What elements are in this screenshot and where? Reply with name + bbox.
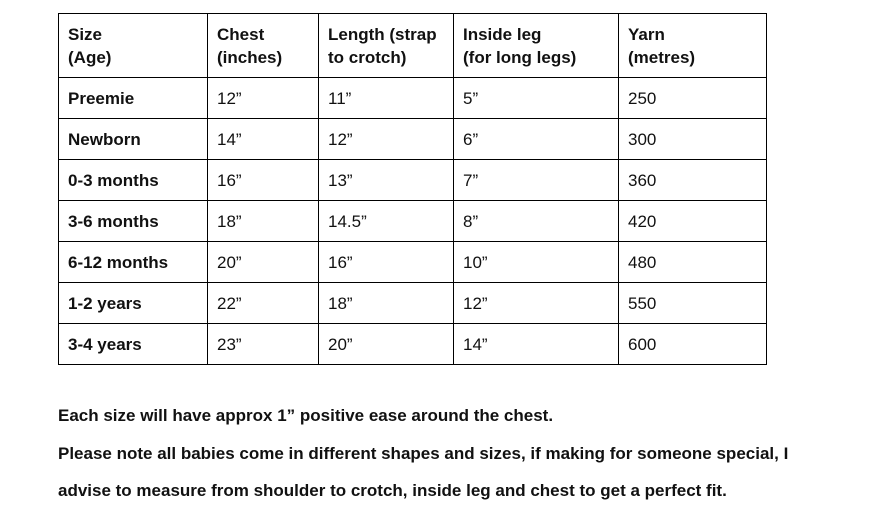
size-chart-body — [59, 14, 767, 365]
cell-length: 14.5” — [319, 201, 454, 242]
cell-length: 12” — [319, 119, 454, 160]
cell-yarn: 250 — [619, 78, 767, 119]
header-chest-line1: Chest — [217, 24, 265, 44]
table-row — [59, 201, 767, 242]
table-row — [59, 242, 767, 283]
cell-size: Preemie — [59, 78, 208, 119]
cell-length: 13” — [319, 160, 454, 201]
cell-chest: 16” — [208, 160, 319, 201]
cell-inside-leg: 8” — [454, 201, 619, 242]
header-length — [319, 14, 454, 78]
cell-size: 0-3 months — [59, 160, 208, 201]
shapes-note-line2: advise to measure from shoulder to crotch, inside leg and chest to get a perfect fit. — [58, 481, 727, 500]
cell-chest: 22” — [208, 283, 319, 324]
header-inside-leg-line1: Inside leg — [463, 24, 542, 44]
header-chest-line2: (inches) — [217, 47, 283, 67]
cell-chest: 18” — [208, 201, 319, 242]
cell-length: 18” — [319, 283, 454, 324]
table-row — [59, 283, 767, 324]
table-header-row — [59, 14, 767, 78]
table-row — [59, 324, 767, 365]
header-yarn — [619, 14, 767, 78]
cell-size: 1-2 years — [59, 283, 208, 324]
header-size-line1: Size — [68, 24, 103, 44]
cell-chest: 23” — [208, 324, 319, 365]
cell-yarn: 550 — [619, 283, 767, 324]
cell-inside-leg: 10” — [454, 242, 619, 283]
table-row — [59, 119, 767, 160]
cell-size: 3-6 months — [59, 201, 208, 242]
cell-chest: 12” — [208, 78, 319, 119]
cell-length: 16” — [319, 242, 454, 283]
header-size-line2: (Age) — [68, 47, 112, 67]
header-length-line1: Length (strap — [328, 24, 437, 44]
cell-yarn: 480 — [619, 242, 767, 283]
cell-chest: 20” — [208, 242, 319, 283]
cell-inside-leg: 7” — [454, 160, 619, 201]
cell-chest: 14” — [208, 119, 319, 160]
size-chart-table — [58, 13, 767, 365]
cell-yarn: 300 — [619, 119, 767, 160]
cell-length: 20” — [319, 324, 454, 365]
cell-inside-leg: 6” — [454, 119, 619, 160]
header-yarn-line1: Yarn — [628, 24, 665, 44]
cell-size: Newborn — [59, 119, 208, 160]
cell-inside-leg: 5” — [454, 78, 619, 119]
cell-yarn: 360 — [619, 160, 767, 201]
table-row — [59, 160, 767, 201]
header-chest — [208, 14, 319, 78]
header-length-line2: to crotch) — [328, 47, 407, 67]
cell-yarn: 600 — [619, 324, 767, 365]
header-yarn-line2: (metres) — [628, 47, 696, 67]
cell-inside-leg: 14” — [454, 324, 619, 365]
ease-note: Each size will have approx 1” positive ease around the chest. — [58, 406, 554, 425]
table-row — [59, 78, 767, 119]
cell-inside-leg: 12” — [454, 283, 619, 324]
cell-size: 6-12 months — [59, 242, 208, 283]
cell-yarn: 420 — [619, 201, 767, 242]
header-inside-leg-line2: (for long legs) — [463, 47, 577, 67]
header-inside-leg — [454, 14, 619, 78]
cell-length: 11” — [319, 78, 454, 119]
header-size — [59, 14, 208, 78]
cell-size: 3-4 years — [59, 324, 208, 365]
shapes-note-line1: Please note all babies come in different shapes and sizes, if making for someone special, I — [58, 444, 789, 463]
